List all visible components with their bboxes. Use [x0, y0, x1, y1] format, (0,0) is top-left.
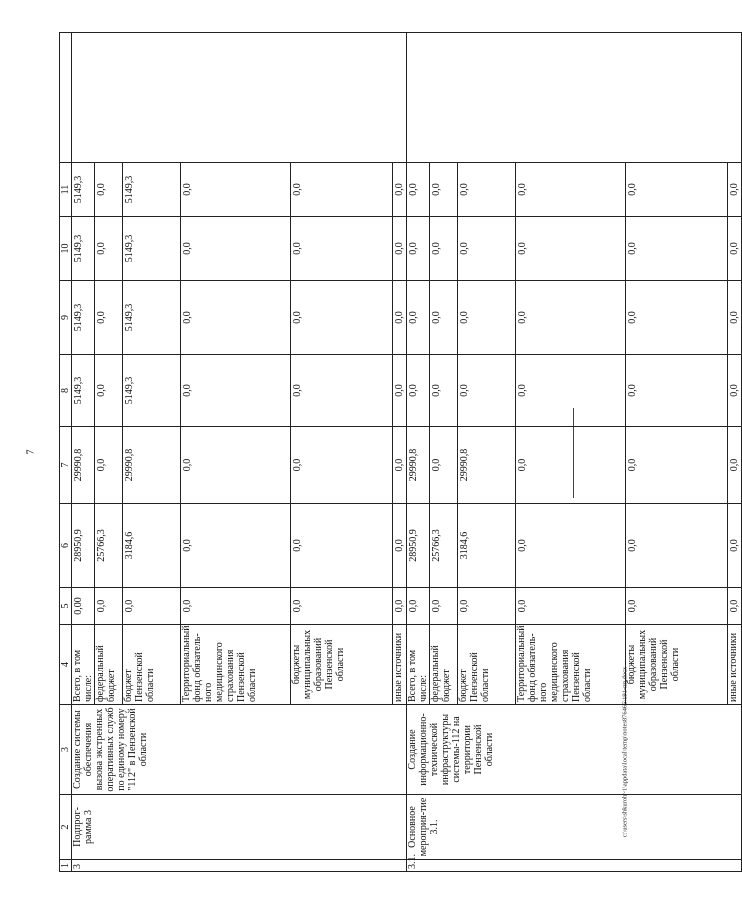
header-cell: 6 [60, 504, 72, 588]
funding-source: иные источники [728, 625, 742, 705]
header-cell: 10 [60, 217, 72, 281]
value-cell: 0,0 [728, 163, 742, 217]
header-row [60, 33, 72, 872]
value-cell: 0,0 [291, 217, 393, 281]
trailing-cell [407, 33, 742, 163]
value-cell: 29990,8 [123, 427, 181, 504]
funding-source: федеральный бюджет [430, 625, 458, 705]
value-cell: 3184,6 [458, 504, 516, 588]
value-cell: 0,0 [407, 217, 430, 281]
file-path-footer: c:\users\shkuroh~1\appdata\local\temp\notes876466\191-пп.docx [621, 666, 629, 838]
value-cell: 0,0 [393, 217, 407, 281]
value-cell: 0,0 [291, 504, 393, 588]
value-cell: 0,0 [728, 217, 742, 281]
value-cell: 0,0 [393, 588, 407, 625]
value-cell: 3184,6 [123, 504, 181, 588]
value-cell: 0,0 [393, 355, 407, 427]
value-cell: 0,0 [291, 588, 393, 625]
value-cell: 0,0 [407, 355, 430, 427]
value-cell: 0,0 [430, 588, 458, 625]
value-cell: 0,0 [516, 588, 626, 625]
value-cell: 0,0 [626, 281, 728, 355]
value-cell: 0,0 [95, 427, 123, 504]
value-cell: 0,0 [95, 355, 123, 427]
program-description: Создание информационно-технической инфраструктуры системы-112 на территории Пензенской области [407, 705, 742, 795]
value-cell: 0,0 [407, 163, 430, 217]
funding-source: Всего, в том числе: [407, 625, 430, 705]
value-cell: 0,0 [458, 217, 516, 281]
value-cell: 0,0 [181, 281, 291, 355]
value-cell: 29990,8 [407, 427, 430, 504]
header-cell: 11 [60, 163, 72, 217]
value-cell: 0,0 [430, 355, 458, 427]
value-cell: 0,0 [291, 281, 393, 355]
funding-source: Всего, в том числе: [72, 625, 95, 705]
value-cell: 0,0 [626, 588, 728, 625]
value-cell: 0,0 [95, 588, 123, 625]
value-cell: 0,0 [181, 355, 291, 427]
table-row [72, 33, 95, 872]
value-cell: 0,0 [181, 163, 291, 217]
header-cell: 8 [60, 355, 72, 427]
value-cell: 5149,3 [72, 281, 95, 355]
value-cell: 5149,3 [123, 355, 181, 427]
header-cell: 5 [60, 588, 72, 625]
value-cell: 0,0 [516, 504, 626, 588]
value-cell: 0,0 [181, 217, 291, 281]
value-cell: 0,0 [407, 588, 430, 625]
value-cell: 0,0 [430, 427, 458, 504]
funding-source: федеральный бюджет [95, 625, 123, 705]
value-cell: 0,0 [181, 427, 291, 504]
value-cell: 0,0 [728, 588, 742, 625]
value-cell: 0,0 [516, 355, 626, 427]
header-cell: 3 [60, 705, 72, 795]
value-cell: 0,0 [516, 427, 626, 504]
value-cell: 25766,3 [95, 504, 123, 588]
trailing-cell [60, 33, 72, 163]
value-cell: 0,0 [291, 163, 393, 217]
value-cell: 0,0 [626, 163, 728, 217]
funding-source: бюджеты муниципальных образований Пензенской области [291, 625, 393, 705]
program-description: Создание системы обеспечения вызова экстренных оперативных служб по единому номеру "112" в Пензенской области [72, 705, 407, 795]
value-cell: 0,0 [95, 217, 123, 281]
funding-table [59, 32, 742, 872]
value-cell: 0,0 [430, 163, 458, 217]
value-cell: 0,0 [430, 217, 458, 281]
header-cell: 9 [60, 281, 72, 355]
value-cell: 0,0 [728, 355, 742, 427]
value-cell: 0,0 [393, 504, 407, 588]
trailing-cell [72, 33, 407, 163]
value-cell: 0,0 [626, 504, 728, 588]
funding-source: бюджеты муниципальных образований Пензенской области [626, 625, 728, 705]
funding-source: Территориальный фонд обязатель-ного медицинского страхования Пензенской области [516, 625, 626, 705]
value-cell: 0,0 [393, 427, 407, 504]
funding-source: иные источники [393, 625, 407, 705]
value-cell: 0,0 [458, 281, 516, 355]
row-number: 3.1. [407, 860, 742, 872]
row-number: 3 [72, 860, 407, 872]
value-cell: 25766,3 [430, 504, 458, 588]
value-cell: 0,0 [393, 281, 407, 355]
value-cell: 0,0 [123, 588, 181, 625]
value-cell: 29990,8 [72, 427, 95, 504]
value-cell: 0,0 [291, 427, 393, 504]
value-cell: 0,0 [181, 504, 291, 588]
funding-source: Территориальный фонд обязатель-ного медицинского страхования Пензенской области [181, 625, 291, 705]
value-cell: 5149,3 [123, 217, 181, 281]
value-cell: 0,0 [95, 163, 123, 217]
value-cell: 0,0 [393, 163, 407, 217]
value-cell: 0,0 [728, 281, 742, 355]
value-cell: 0,0 [728, 427, 742, 504]
value-cell: 5149,3 [72, 163, 95, 217]
value-cell: 0,0 [430, 281, 458, 355]
value-cell: 0,00 [72, 588, 95, 625]
value-cell: 5149,3 [123, 163, 181, 217]
value-cell: 0,0 [516, 163, 626, 217]
value-cell: 0,0 [407, 281, 430, 355]
value-cell: 0,0 [728, 504, 742, 588]
page-number: 7 [25, 449, 37, 455]
value-cell: 5149,3 [72, 217, 95, 281]
value-cell: 0,0 [516, 217, 626, 281]
funding-source: бюджет Пензенской области [458, 625, 516, 705]
value-cell: 5149,3 [72, 355, 95, 427]
value-cell: 0,0 [458, 355, 516, 427]
funding-source: бюджет Пензенской области [123, 625, 181, 705]
program-name: Основное мероприя-тие 3.1. [407, 795, 742, 860]
header-cell: 4 [60, 625, 72, 705]
header-cell: 1 [60, 860, 72, 872]
table-row [407, 33, 430, 872]
value-cell: 28950,9 [407, 504, 430, 588]
value-cell: 0,0 [626, 427, 728, 504]
value-cell: 0,0 [458, 588, 516, 625]
value-cell: 0,0 [626, 355, 728, 427]
value-cell: 5149,3 [123, 281, 181, 355]
header-cell: 2 [60, 795, 72, 860]
value-cell: 0,0 [95, 281, 123, 355]
value-cell: 0,0 [458, 163, 516, 217]
header-cell: 7 [60, 427, 72, 504]
value-cell: 0,0 [626, 217, 728, 281]
value-cell: 0,0 [516, 281, 626, 355]
value-cell: 0,0 [181, 588, 291, 625]
program-name: Подпрог-рамма 3 [72, 795, 407, 860]
value-cell: 0,0 [291, 355, 393, 427]
value-cell: 29990,8 [458, 427, 516, 504]
value-cell: 28950,9 [72, 504, 95, 588]
